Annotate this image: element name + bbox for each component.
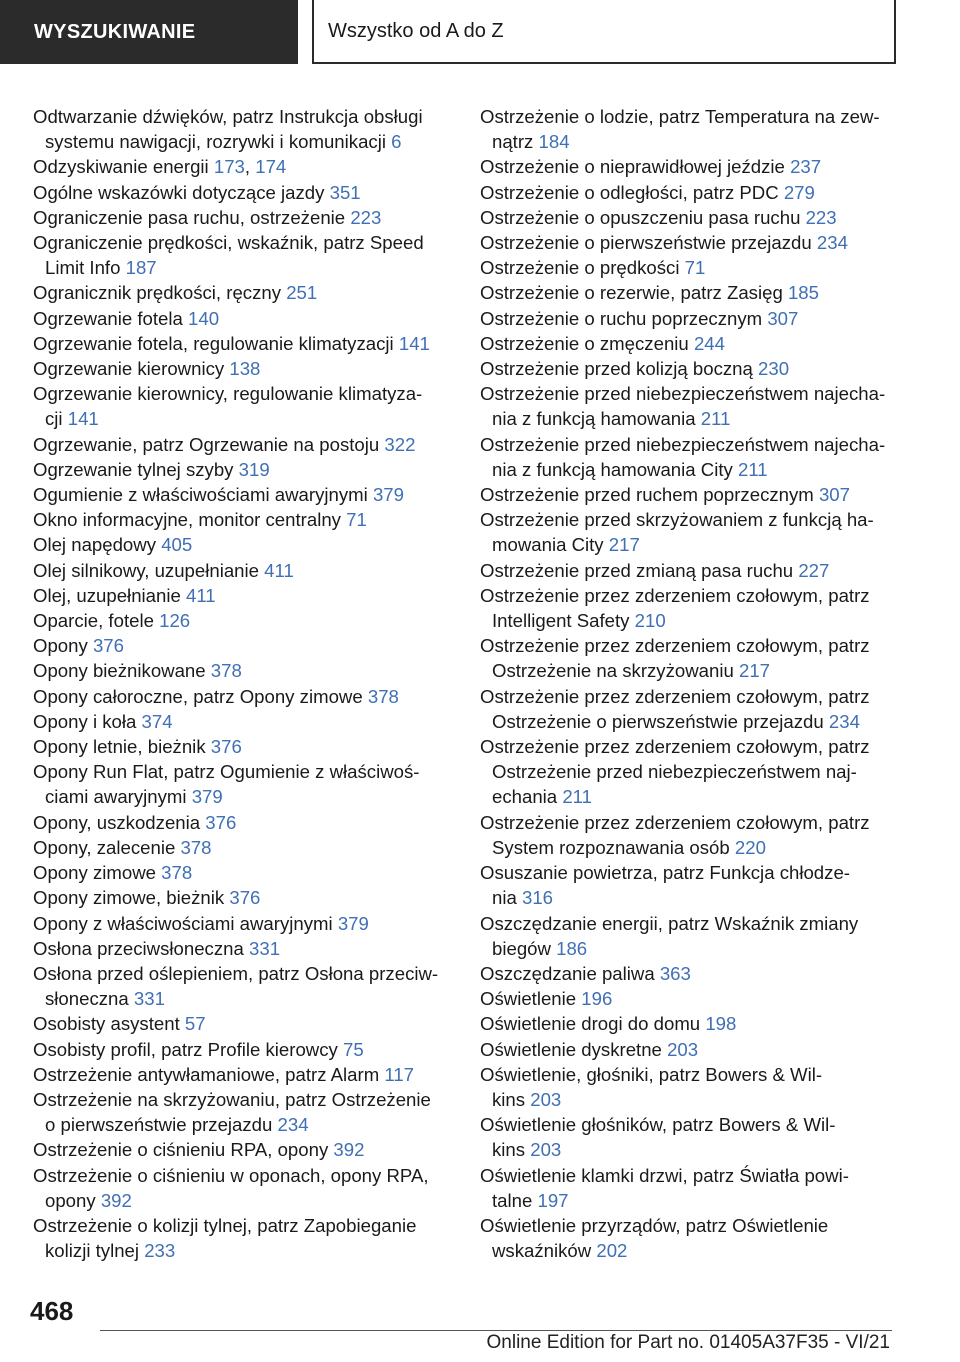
- index-entry-text: Odzyskiwanie energii: [33, 156, 209, 178]
- page-link[interactable]: 217: [739, 660, 771, 682]
- index-entry-text: Opony zimowe: [33, 862, 156, 884]
- page-link[interactable]: 411: [264, 559, 294, 581]
- index-entry-text: opony: [45, 1189, 96, 1211]
- index-entry-text: Ostrzeżenie o ciśnieniu w oponach, opony RPA,: [33, 1164, 429, 1186]
- index-entry-text: Opony bieżnikowane: [33, 660, 206, 682]
- index-entry-text: słoneczna: [45, 988, 129, 1010]
- index-entry-text: biegów: [492, 937, 551, 959]
- page-link[interactable]: 196: [581, 988, 613, 1010]
- index-entry: [33, 432, 453, 457]
- index-entry: [33, 684, 453, 709]
- index-entry-text: Oświetlenie klamki drzwi, patrz Światła powi‐: [480, 1164, 849, 1186]
- index-entry-text: Ostrzeżenie antywłamaniowe, patrz Alarm: [33, 1063, 380, 1085]
- index-entry: [480, 306, 900, 331]
- index-entry: Odzyskiwanie energii 173, 174: [33, 156, 287, 178]
- page-link[interactable]: 126: [159, 610, 191, 632]
- index-entry-text: Ostrzeżenie o pierwszeństwie przejazdu: [480, 232, 812, 254]
- index-entry: [480, 331, 900, 356]
- index-entry-text: Ostrzeżenie przed zmianą pasa ruchu: [480, 559, 794, 581]
- index-entry: [33, 1163, 453, 1213]
- page-link[interactable]: 392: [100, 1189, 132, 1211]
- index-entry: [480, 1213, 900, 1263]
- index-entry-text: Opony: [33, 635, 88, 657]
- page-link[interactable]: 374: [141, 710, 173, 732]
- index-entry: [33, 104, 453, 154]
- index-entry-text: Opony całoroczne, patrz Opony zimowe: [33, 685, 363, 707]
- index-entry-text: nia z funkcją hamowania: [492, 408, 696, 430]
- index-entry-text: kins: [492, 1139, 526, 1161]
- index-entry: [33, 810, 453, 835]
- index-entry-text: Ostrzeżenie o zmęczeniu: [480, 332, 689, 354]
- page-link[interactable]: 217: [608, 534, 640, 556]
- index-entry-text: Opony, zalecenie: [33, 836, 176, 858]
- page-link[interactable]: 203: [530, 1139, 562, 1161]
- index-entry: [33, 457, 453, 482]
- page-header: [0, 0, 960, 66]
- index-entry-text: Ostrzeżenie o ruchu poprzecznym: [480, 307, 763, 329]
- index-entry-text: Ostrzeżenie o ciśnieniu RPA, opony: [33, 1139, 329, 1161]
- page-link[interactable]: 227: [798, 559, 830, 581]
- index-entry: [480, 280, 900, 305]
- index-entry: [33, 759, 453, 809]
- index-entry: [33, 1137, 453, 1162]
- index-entry: [33, 306, 453, 331]
- index-entry: [33, 885, 453, 910]
- page-link[interactable]: 234: [816, 232, 848, 254]
- index-entry-text: talne: [492, 1189, 533, 1211]
- footer-edition: Online Edition for Part no. 01405A37F35 - VI/21: [486, 1332, 890, 1353]
- page-link[interactable]: 57: [184, 1013, 206, 1035]
- index-entry: [33, 1213, 453, 1263]
- index-entry-text: Oszczędzanie paliwa: [480, 962, 655, 984]
- index-entry: [33, 583, 453, 608]
- index-entry-text: Osobisty asystent: [33, 1013, 180, 1035]
- index-entry-text: Opony zimowe, bieżnik: [33, 887, 225, 909]
- index-entry-text: o pierwszeństwie przejazdu: [45, 1114, 273, 1136]
- index-entry: [33, 482, 453, 507]
- index-entry-text: Ostrzeżenie przed skrzyżowaniem z funkcją ha‐: [480, 509, 874, 531]
- page-link[interactable]: 316: [522, 887, 554, 909]
- page-link[interactable]: 237: [790, 156, 822, 178]
- page-link[interactable]: 184: [538, 131, 570, 153]
- index-entry-text: wskaźników: [492, 1240, 592, 1262]
- index-entry: [33, 1062, 453, 1087]
- page-link[interactable]: 376: [92, 635, 124, 657]
- page-link[interactable]: 405: [161, 534, 193, 556]
- index-entry-text: Limit Info: [45, 257, 121, 279]
- index-entry-text: Ogrzewanie kierownicy: [33, 358, 225, 380]
- index-entry: [33, 709, 453, 734]
- index-entry-text: Opony z właściwościami awaryjnymi: [33, 912, 333, 934]
- index-entry-text: Opony letnie, bieżnik: [33, 736, 206, 758]
- index-column-right: [480, 104, 900, 1263]
- index-entry: [33, 180, 453, 205]
- page-link[interactable]: 186: [556, 937, 588, 959]
- index-entry: [33, 381, 453, 431]
- index-entry-text: Osuszanie powietrza, patrz Funkcja chłodze‐: [480, 862, 850, 884]
- page-link[interactable]: 319: [238, 458, 270, 480]
- page-link[interactable]: 187: [125, 257, 157, 279]
- index-entry-text: nia: [492, 887, 517, 909]
- index-entry-text: Opony, uszkodzenia: [33, 811, 201, 833]
- page-link[interactable]: 174: [255, 156, 287, 178]
- page-link[interactable]: 75: [343, 1038, 364, 1060]
- index-entry: [33, 280, 453, 305]
- page-link[interactable]: 223: [805, 206, 837, 228]
- page-link[interactable]: 331: [133, 988, 165, 1010]
- index-entry-text: Osłona przed oślepieniem, patrz Osłona przeciw‐: [33, 962, 439, 984]
- index-entry: [480, 205, 900, 230]
- index-entry-text: Ostrzeżenie przed niebezpieczeństwem najecha‐: [480, 383, 886, 405]
- page-link[interactable]: 203: [530, 1088, 562, 1110]
- index-entry: [480, 154, 900, 179]
- page-link[interactable]: 211: [737, 458, 768, 480]
- index-entry: [33, 835, 453, 860]
- page-link[interactable]: 71: [684, 257, 706, 279]
- index-entry: [480, 381, 900, 431]
- page-link[interactable]: 411: [186, 584, 216, 606]
- index-entry: [33, 356, 453, 381]
- index-entry: [480, 230, 900, 255]
- index-entry: [33, 558, 453, 583]
- index-entry-text: Oświetlenie przyrządów, patrz Oświetlenie: [480, 1214, 829, 1236]
- index-entry-text: Ostrzeżenie o prędkości: [480, 257, 680, 279]
- index-entry: [33, 608, 453, 633]
- index-entry-text: Ostrzeżenie przed kolizją boczną: [480, 358, 753, 380]
- index-entry: [480, 810, 900, 860]
- page-link[interactable]: 376: [210, 736, 242, 758]
- index-entry-text: kins: [492, 1088, 526, 1110]
- index-entry-text: Oświetlenie, głośniki, patrz Bowers & Wil‐: [480, 1063, 823, 1085]
- page-link[interactable]: 307: [767, 307, 799, 329]
- index-entry-text: Ostrzeżenie na skrzyżowaniu, patrz Ostrzeżenie: [33, 1088, 431, 1110]
- index-entry-text: Ostrzeżenie przez zderzeniem czołowym, patrz: [480, 736, 870, 758]
- index-entry-text: Okno informacyjne, monitor centralny: [33, 509, 341, 531]
- index-entry: [480, 356, 900, 381]
- index-entry: [480, 986, 900, 1011]
- index-entry-text: Opony i koła: [33, 710, 137, 732]
- index-entry: [480, 860, 900, 910]
- index-entry-text: Oszczędzanie energii, patrz Wskaźnik zmiany: [480, 912, 859, 934]
- index-entry-text: Ostrzeżenie o pierwszeństwie przejazdu: [492, 710, 824, 732]
- index-entry: [33, 532, 453, 557]
- page-link[interactable]: 351: [329, 181, 361, 203]
- page-link[interactable]: 234: [277, 1114, 309, 1136]
- page-link[interactable]: 210: [634, 610, 666, 632]
- index-entry-text: Ostrzeżenie o rezerwie, patrz Zasięg: [480, 282, 783, 304]
- index-entry-text: Ogrzewanie fotela: [33, 307, 183, 329]
- page-link[interactable]: 140: [188, 307, 220, 329]
- index-entry-text: Ostrzeżenie na skrzyżowaniu: [492, 660, 734, 682]
- index-entry: [33, 911, 453, 936]
- index-entry: [33, 205, 453, 230]
- footer-divider: [100, 1330, 892, 1331]
- page-link[interactable]: 244: [693, 332, 725, 354]
- index-entry-text: Ostrzeżenie o opuszczeniu pasa ruchu: [480, 206, 801, 228]
- index-entry-text: Ostrzeżenie o odległości, patrz PDC: [480, 181, 779, 203]
- page-link[interactable]: 378: [161, 862, 193, 884]
- index-entry-text: Ostrzeżenie o lodzie, patrz Temperatura na zew‐: [480, 106, 880, 127]
- index-entry: [480, 255, 900, 280]
- index-entry-text: Ogólne wskazówki dotyczące jazdy: [33, 181, 325, 203]
- index-entry-text: Ostrzeżenie przez zderzeniem czołowym, patrz: [480, 811, 870, 833]
- page-link[interactable]: 173: [213, 156, 245, 178]
- page-link[interactable]: 392: [333, 1139, 365, 1161]
- page-link[interactable]: 379: [337, 912, 369, 934]
- index-entry-text: Oświetlenie dyskretne: [480, 1038, 662, 1060]
- index-entry-text: Ostrzeżenie przez zderzeniem czołowym, patrz: [480, 635, 870, 657]
- index-entry: [33, 1037, 453, 1062]
- page-link[interactable]: 220: [734, 836, 766, 858]
- index-entry-text: Ostrzeżenie przez zderzeniem czołowym, patrz: [480, 685, 870, 707]
- index-entry-text: Olej silnikowy, uzupełnianie: [33, 559, 259, 581]
- index-entry: [33, 860, 453, 885]
- page-link[interactable]: 71: [346, 509, 367, 531]
- index-entry-text: Oświetlenie: [480, 988, 577, 1010]
- index-entry: [480, 684, 900, 734]
- index-column-left: [33, 104, 453, 1263]
- index-entry-text: cji: [45, 408, 63, 430]
- page-link[interactable]: 223: [350, 206, 382, 228]
- index-entry: [480, 1062, 900, 1112]
- index-entry: [480, 507, 900, 557]
- page-link[interactable]: 198: [705, 1013, 737, 1035]
- page-link[interactable]: 234: [828, 710, 860, 732]
- index-entry: [33, 633, 453, 658]
- index-entry: [480, 1163, 900, 1213]
- page-link[interactable]: 378: [180, 836, 212, 858]
- index-entry: [480, 104, 900, 154]
- index-entry-text: Oparcie, fotele: [33, 610, 154, 632]
- index-entry-text: System rozpoznawania osób: [492, 836, 730, 858]
- index-entry: [480, 482, 900, 507]
- index-entry: [33, 1087, 453, 1137]
- page-link[interactable]: 307: [818, 484, 850, 506]
- index-entry: [480, 1011, 900, 1036]
- index-entry: [480, 1112, 900, 1162]
- index-entry-text: kolizji tylnej: [45, 1240, 140, 1262]
- page-link[interactable]: 363: [659, 962, 691, 984]
- index-entry: [480, 558, 900, 583]
- page-link[interactable]: 233: [144, 1240, 176, 1262]
- index-entry-text: Oświetlenie głośników, patrz Bowers & Wil‐: [480, 1114, 836, 1136]
- index-entry-text: Oświetlenie drogi do domu: [480, 1013, 701, 1035]
- page-link[interactable]: 211: [562, 786, 592, 808]
- index-entry-text: Intelligent Safety: [492, 610, 630, 632]
- index-entry: [33, 1011, 453, 1036]
- page-link[interactable]: 251: [286, 282, 318, 304]
- index-entry-text: Opony Run Flat, patrz Ogumienie z właściwoś‐: [33, 761, 420, 783]
- index-entry: [33, 961, 453, 1011]
- page-link[interactable]: 197: [537, 1189, 569, 1211]
- index-entry-text: Ostrzeżenie przez zderzeniem czołowym, patrz: [480, 584, 870, 606]
- index-entry-text: Ogrzewanie tylnej szyby: [33, 458, 234, 480]
- index-entry-text: Ograniczenie pasa ruchu, ostrzeżenie: [33, 206, 346, 228]
- index-entry-text: Osłona przeciwsłoneczna: [33, 937, 244, 959]
- index-entry-text: Ogumienie z właściwościami awaryjnymi: [33, 484, 368, 506]
- index-entry-text: Odtwarzanie dźwięków, patrz Instrukcja obsługi: [33, 106, 423, 127]
- index-entry-text: Ostrzeżenie przed niebezpieczeństwem najecha‐: [480, 433, 886, 455]
- page-link[interactable]: 378: [210, 660, 242, 682]
- index-entry-text: Ogrzewanie kierownicy, regulowanie klimatyza‐: [33, 383, 423, 405]
- index-entry: [480, 180, 900, 205]
- index-entry-text: nia z funkcją hamowania City: [492, 458, 733, 480]
- index-entry: [480, 432, 900, 482]
- index-entry-text: Ostrzeżenie przed niebezpieczeństwem naj‐: [492, 761, 857, 783]
- index-entry-text: Osobisty profil, patrz Profile kierowcy: [33, 1038, 338, 1060]
- page-link[interactable]: 376: [229, 887, 261, 909]
- page-link[interactable]: 379: [372, 484, 404, 506]
- index-entry: [480, 1037, 900, 1062]
- index-entry: [33, 734, 453, 759]
- index-entry-text: Ogranicznik prędkości, ręczny: [33, 282, 282, 304]
- index-entry-text: Ostrzeżenie o nieprawidłowej jeździe: [480, 156, 785, 178]
- index-entry-text: Ostrzeżenie o kolizji tylnej, patrz Zapobieganie: [33, 1214, 417, 1236]
- index-entry-text: echania: [492, 786, 558, 808]
- page-link[interactable]: 376: [205, 811, 237, 833]
- index-entry-text: systemu nawigacji, rozrywki i komunikacji: [45, 131, 386, 153]
- index-entry-text: Ograniczenie prędkości, wskaźnik, patrz Speed: [33, 232, 424, 254]
- page-link[interactable]: 379: [191, 786, 223, 808]
- page-link[interactable]: 279: [783, 181, 815, 203]
- page-link[interactable]: 185: [787, 282, 819, 304]
- page-link[interactable]: 141: [67, 408, 99, 430]
- index-entry-text: mowania City: [492, 534, 604, 556]
- section-tab: WYSZUKIWANIE: [0, 0, 298, 64]
- page-link[interactable]: 378: [367, 685, 399, 707]
- index-entry: [33, 507, 453, 532]
- page-link[interactable]: 331: [249, 937, 281, 959]
- index-entry: [480, 583, 900, 633]
- index-entry-text: ciami awaryjnymi: [45, 786, 187, 808]
- index-entry-text: Olej, uzupełnianie: [33, 584, 181, 606]
- page-link[interactable]: 203: [667, 1038, 699, 1060]
- index-entry: [480, 961, 900, 986]
- page-link[interactable]: 138: [229, 358, 261, 380]
- page-link[interactable]: 141: [398, 332, 430, 354]
- page-link[interactable]: 211: [700, 408, 731, 430]
- page-link[interactable]: 202: [596, 1240, 628, 1262]
- index-entry: [480, 734, 900, 810]
- index-entry: [33, 331, 453, 356]
- index-entry: [33, 230, 453, 280]
- index-entry: [33, 658, 453, 683]
- index-entry-text: Olej napędowy: [33, 534, 157, 556]
- page-number: 468: [30, 1296, 74, 1326]
- index-entry: [480, 633, 900, 683]
- index-entry-text: Ogrzewanie, patrz Ogrzewanie na postoju: [33, 433, 380, 455]
- page-link[interactable]: 322: [384, 433, 416, 455]
- header-title: Wszystko od A do Z: [312, 0, 896, 64]
- index-entry-text: Ostrzeżenie przed ruchem poprzecznym: [480, 484, 814, 506]
- index-entry-text: Ogrzewanie fotela, regulowanie klimatyzacji: [33, 332, 394, 354]
- page-link[interactable]: 117: [384, 1063, 415, 1085]
- index-entry: [480, 911, 900, 961]
- page-link[interactable]: 6: [391, 131, 402, 153]
- page-link[interactable]: 230: [758, 358, 790, 380]
- index-entry-text: nątrz: [492, 131, 534, 153]
- index-entry: [33, 936, 453, 961]
